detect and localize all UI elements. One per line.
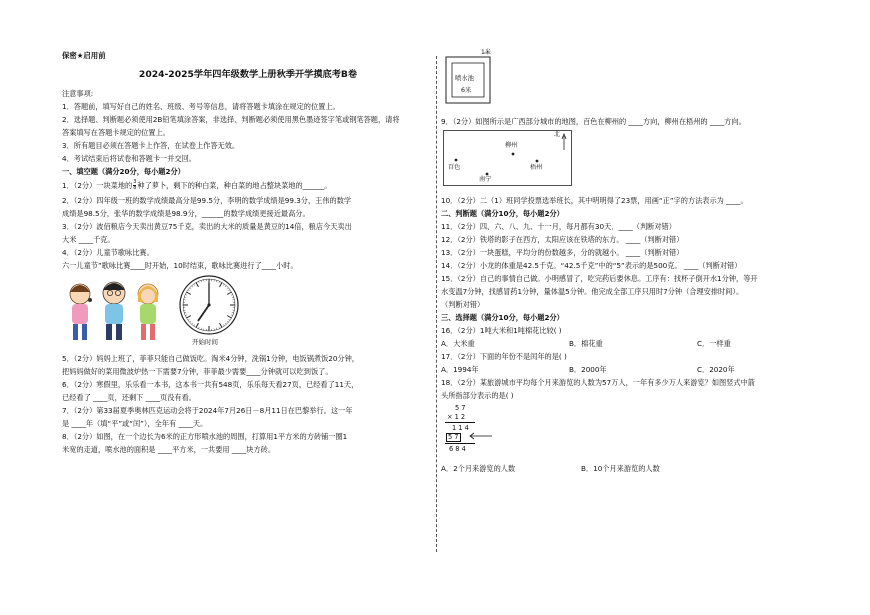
calc-line-multiplier: × 1 2 (447, 413, 466, 421)
left-column (62, 51, 434, 458)
question-18-line2: 头所指部分表示的是( ) (441, 391, 514, 400)
singing-kids-illustration (62, 276, 172, 346)
question-13: 13．（2分）一块蛋糕，平均分的份数越多，分的就越小。 ____（判断对错） (441, 248, 684, 257)
exam-title: 2024-2025学年四年级数学上册秋季开学摸底考B卷 (138, 69, 358, 81)
option-b[interactable]: B．2000年 (569, 365, 607, 374)
notice-item: 4．考试结束后将试卷和答题卡一并交回。 (62, 153, 196, 163)
calc-line-multiplicand: 5 7 (455, 404, 466, 412)
arrow-icon (467, 432, 493, 440)
calc-product: 6 8 4 (449, 445, 466, 453)
section-fill-heading: 一、填空题（满分20分，每小题2分） (62, 166, 185, 176)
secret-mark: 保密★启用前 (62, 51, 106, 60)
question-3-line1: 3．（2分）波佰粮店今天卖出黄豆75千克，卖出的大米的质量是黄豆的14倍，粮店今天卖出 (62, 221, 352, 231)
question-7-line1: 7．（2分）第33届夏季奥林匹克运动会将于2024年7月26日－8月11日在巴黎举行。这一年 (62, 405, 353, 415)
question-15-line1: 15．（2分）自己的事情自己做。小明感冒了，吃完药后要休息。工序有：找杯子倒开水1分钟，等开 (441, 274, 758, 283)
fraction: $\frac{3}{8}$ (133, 178, 137, 192)
question-12: 12．（2分）铁塔的影子在西方，太阳应该在铁塔的东方。 ____（判断对错） (441, 235, 684, 244)
map-figure (441, 130, 825, 188)
option-b[interactable]: B．10个月来游览的人数 (581, 464, 660, 473)
vertical-multiplication (441, 404, 825, 464)
question-7-line2: 是 ____年（填“平”或“闰”），全年有 ____天。 (62, 418, 208, 428)
question-6-line2: 已经看了 ____页，还剩下 ____页没有看。 (62, 392, 196, 402)
map-wuzhou: 梧州 (530, 164, 543, 171)
option-a[interactable]: A．1994年 (441, 365, 479, 374)
question-4-line1: 4．（2分）儿童节歌咏比赛。 (62, 247, 154, 257)
question-4-line2: 六一儿童节”歌咏比赛____时开始，10时结束，歌咏比赛进行了____小时。 (62, 260, 298, 270)
question-15-line2: 水变温7分钟，找感冒药1分钟，量体温5分钟。他完成全部工序只用时7分钟（合理安排时间）。 (441, 287, 744, 296)
question-10: 10．（2分）二（1）班同学投票选举班长，其中明明得了23票，用画“正”字的方法表示为 ____。 (441, 196, 748, 205)
question-4-figure (62, 274, 434, 350)
pool-width-label: 1米 (481, 49, 491, 56)
question-18-options (441, 464, 721, 473)
notice-item: 2．选择题、判断题必须使用2B铅笔填涂答案，非选择、判断题必须使用黑色墨迹签字笔或钢笔答题，请将 (62, 114, 400, 124)
question-16-options (441, 339, 825, 348)
question-15-line3: （判断对错） (441, 300, 485, 309)
clock-illustration (178, 274, 240, 336)
question-8-line1: 8．（2分）如图，在一个边长为6米的正方形喷水池的周围，打算用1平方米的方砖铺一圈1 (62, 431, 348, 441)
question-8-line2: 米宽的走道，喷水池的面积是 ____平方米，一共要用 ____块方砖。 (62, 444, 276, 454)
clock-caption: 开始时间 (192, 337, 218, 346)
question-2-line2: 成绩是98.5分，张华的数学成绩是98.9分，______的数学成绩更接近最高分。 (62, 208, 310, 218)
question-9: 9．（2分）如图所示是广西部分城市的地图，百色在柳州的 ____方向，柳州在梧州的 ____方向。 (441, 117, 746, 126)
right-column (441, 51, 825, 477)
map-liuzhou: 柳州 (505, 142, 518, 149)
pool-label: 喷水池 (455, 75, 474, 82)
map-north-label: 北 (554, 131, 561, 138)
question-3-line2: 大米 ____千克。 (62, 234, 115, 244)
calc-rule-2 (445, 443, 475, 444)
option-b[interactable]: B．棉花重 (569, 339, 603, 348)
question-5-line1: 5．（2分）妈妈上班了，菲菲只能自己做饭吃。淘米4分钟，洗锅1分钟，电饭锅煮饭20分钟， (62, 353, 359, 363)
question-17: 17．（2分）下面的年份不是闰年的是( ) (441, 352, 567, 361)
question-5-line2: 把妈妈做好的菜用微波炉热一下需要7分钟，菲菲最少需要____分钟就可以吃到饭了。 (62, 366, 333, 376)
pool-side-label: 6米 (461, 87, 472, 94)
calc-partial-2: 5 7 (448, 433, 459, 441)
question-16: 16．（2分）1吨大米和1吨棉花比较( ) (441, 326, 562, 335)
question-17-options (441, 365, 825, 374)
section-choice-heading: 三、选择题（满分10分，每小题2分） (441, 313, 564, 322)
notice-item: 3．所有题目必须在答题卡上作答，在试卷上作答无效。 (62, 140, 240, 150)
question-18-line1: 18．（2分）某旅游城市平均每个月来游览的人数为57万人，一年有多少万人来游览？如图竖式中箭 (441, 378, 755, 387)
calc-rule (445, 422, 475, 423)
question-11: 11．（2分）四、六、八、九、十一月，每月都有30天．____（判断对错） (441, 222, 676, 231)
option-a[interactable]: A．2个月来游览的人数 (441, 464, 516, 473)
map-baise: 百色 (448, 164, 461, 171)
option-c[interactable]: C．2020年 (697, 365, 735, 374)
map-nanning: 南宁 (479, 176, 492, 183)
section-judge-heading: 二、判断题（满分10分，每小题2分） (441, 209, 564, 218)
option-a[interactable]: A．大米重 (441, 339, 475, 348)
notice-heading: 注意事项: (62, 88, 94, 98)
question-6-line1: 6．（2分）寒假里，乐乐看一本书，这本书一共有548页，乐乐每天看27页，已经看了11天， (62, 379, 359, 389)
notice-item: 1．答题前，填写好自己的姓名、班级、考号等信息，请将答题卡填涂在规定的位置上。 (62, 101, 340, 111)
notice-item: 答案填写在答题卡规定的位置上。 (62, 127, 170, 137)
question-2-line1: 2．（2分）四年级一班的数学成绩最高分是99.5分，李明的数学成绩是99.3分，王伟的数学 (62, 195, 352, 205)
question-1: 1．（2分）一块菜地的 $\frac{3}{8}$ 种了萝卜，剩下的种白菜，种白菜的地占整块菜地的______。 (62, 178, 332, 192)
column-divider (436, 56, 437, 552)
calc-partial-1: 1 1 4 (452, 424, 469, 432)
pool-figure (441, 49, 825, 109)
option-c[interactable]: C．一样重 (697, 339, 731, 348)
question-14: 14．（2分）小龙的体重是42.5千克。“42.5千克”中的“5”表示的是500克。 ____（判断对错） (441, 261, 742, 270)
